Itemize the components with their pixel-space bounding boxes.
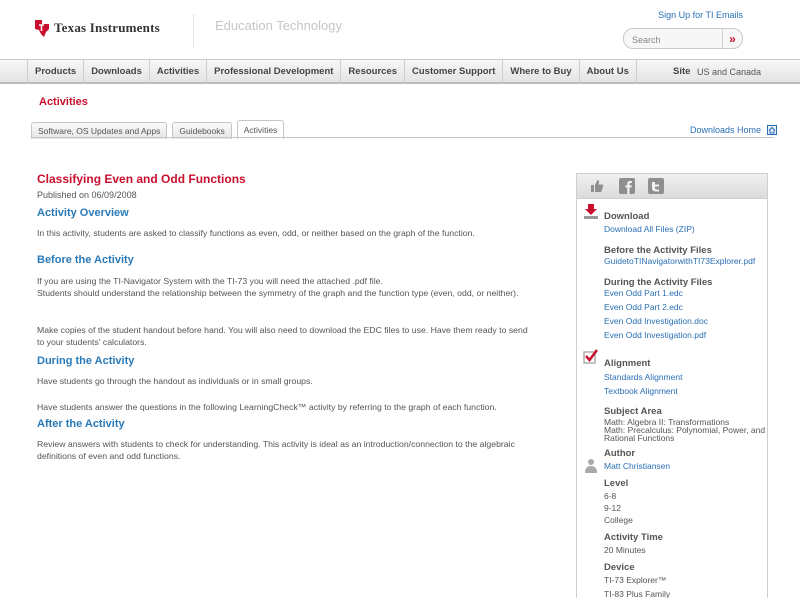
before-heading: Before the Activity <box>37 254 134 266</box>
overview-text: In this activity, students are asked to classify functions as even, odd, or neither based on the graph of the function. <box>37 228 475 238</box>
file-link[interactable]: Even Odd Part 1.edc <box>604 288 683 298</box>
alignment-heading: Alignment <box>604 358 651 369</box>
section-title: Activities <box>39 96 88 108</box>
site-header <box>0 0 800 60</box>
file-link[interactable]: Even Odd Investigation.pdf <box>604 330 707 340</box>
author-link[interactable]: Matt Christiansen <box>604 461 671 471</box>
time-value: 20 Minutes <box>604 545 646 555</box>
download-heading: Download <box>604 211 650 222</box>
file-link[interactable]: Even Odd Part 2.edc <box>604 302 683 312</box>
level-value: 6-8 <box>604 491 617 501</box>
textbook-alignment-link[interactable]: Textbook Alignment <box>604 386 678 396</box>
after-heading: After the Activity <box>37 418 125 430</box>
before-files-heading: Before the Activity Files <box>604 245 712 256</box>
file-link[interactable]: GuidetoTINavigatorwithTI73Explorer.pdf <box>604 256 756 266</box>
site-label: Site <box>673 66 691 77</box>
nav-resources[interactable]: Resources <box>341 60 405 83</box>
author-heading: Author <box>604 448 636 459</box>
download-all-link[interactable]: Download All Files (ZIP) <box>604 224 695 234</box>
division-name: Education Technology <box>215 18 342 33</box>
ti-state-icon <box>33 18 51 38</box>
search-box <box>623 28 743 49</box>
before-text-3: Make copies of the student handout before hand. You will also need to download the EDC files to use. Have them ready to send to your students' calculators. <box>37 325 528 348</box>
header-divider <box>193 14 194 48</box>
nav-activities[interactable]: Activities <box>150 60 207 83</box>
facebook-icon[interactable] <box>619 178 635 194</box>
nav-products[interactable]: Products <box>28 60 84 83</box>
share-bar <box>577 174 767 199</box>
before-text-2: Students should understand the relationship between the symmetry of the graph and the function type (even, odd, or neither). <box>37 288 519 298</box>
tab-guidebooks[interactable]: Guidebooks <box>172 122 231 139</box>
before-text-1: If you are using the TI-Navigator System with the TI-73 you will need the attached .pdf file. <box>37 276 383 286</box>
during-files-heading: During the Activity Files <box>604 277 713 288</box>
overview-heading: Activity Overview <box>37 207 129 219</box>
level-value: 9-12 <box>604 503 622 513</box>
tab-software[interactable]: Software, OS Updates and Apps <box>31 122 167 139</box>
tab-activities[interactable]: Activities <box>237 120 285 139</box>
nav-professional-development[interactable]: Professional Development <box>207 60 341 83</box>
during-heading: During the Activity <box>37 355 135 367</box>
site-selector[interactable]: US and Canada <box>697 67 762 77</box>
ti-logo[interactable] <box>33 18 160 38</box>
standards-alignment-link[interactable]: Standards Alignment <box>604 372 683 382</box>
published-date: Published on 06/09/2008 <box>37 190 137 200</box>
after-text: Review answers with students to check for understanding. This activity is ideal as an introduction/connection to the algebraic definitions of even and odd functions. <box>37 439 515 462</box>
subject-line: Math: Algebra II: Transformations <box>604 417 730 427</box>
like-icon[interactable] <box>589 178 605 194</box>
signup-link[interactable]: Sign Up for TI Emails <box>658 10 743 20</box>
downloads-home-label: Downloads Home <box>690 125 762 135</box>
twitter-icon[interactable] <box>648 178 664 194</box>
file-link[interactable]: Even Odd Investigation.doc <box>604 316 708 326</box>
during-text-2: Have students answer the questions in the following LearningCheck™ activity by referring to the graph of each function. <box>37 402 497 412</box>
activity-sidebar <box>576 173 768 598</box>
during-text-1: Have students go through the handout as individuals or in small groups. <box>37 376 313 386</box>
checkmark-icon <box>583 349 599 364</box>
brand-name: Texas Instruments <box>54 20 160 35</box>
device-heading: Device <box>604 562 635 573</box>
main-nav <box>0 59 800 84</box>
downloads-home-link[interactable] <box>690 125 777 135</box>
search-button[interactable]: » <box>722 29 742 48</box>
subject-line: Math: Precalculus: Polynomial, Power, and <box>604 425 766 435</box>
nav-downloads[interactable]: Downloads <box>84 60 150 83</box>
download-icon <box>583 204 599 219</box>
activity-title: Classifying Even and Odd Functions <box>37 172 246 186</box>
nav-customer-support[interactable]: Customer Support <box>405 60 503 83</box>
author-icon <box>583 458 599 474</box>
time-heading: Activity Time <box>604 532 663 543</box>
subject-line: Rational Functions <box>604 433 675 443</box>
subject-heading: Subject Area <box>604 406 662 417</box>
search-input[interactable] <box>632 34 718 45</box>
nav-about-us[interactable]: About Us <box>580 60 637 83</box>
device-value: TI-73 Explorer™ <box>604 575 667 585</box>
nav-where-to-buy[interactable]: Where to Buy <box>503 60 579 83</box>
level-heading: Level <box>604 478 629 489</box>
home-icon <box>767 125 777 135</box>
device-value: TI-83 Plus Family <box>604 589 671 598</box>
tabs-divider <box>31 137 774 138</box>
level-value: College <box>604 515 633 525</box>
